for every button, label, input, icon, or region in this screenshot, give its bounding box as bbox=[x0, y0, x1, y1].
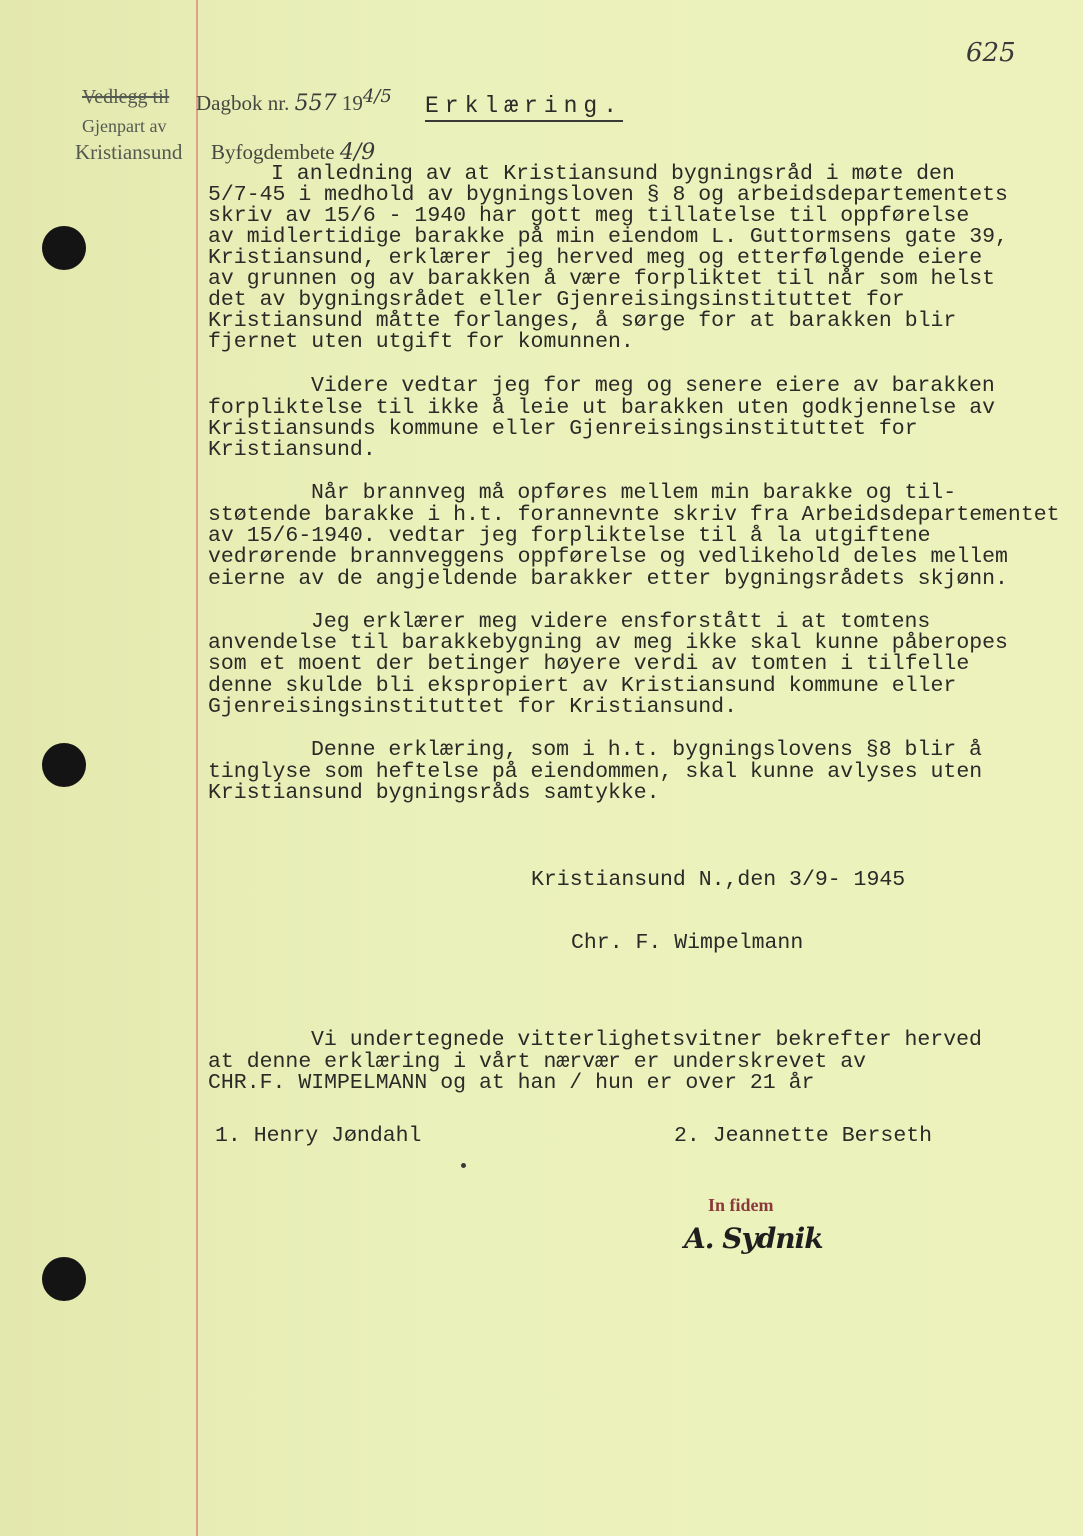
text-line: det av bygningsrådet eller Gjenreisingsinstituttet for bbox=[208, 288, 905, 312]
in-fidem-stamp: In fidem bbox=[708, 1195, 774, 1215]
stamp-kristiansund: Kristiansund bbox=[75, 140, 183, 164]
dagbok-year: 19 bbox=[341, 91, 363, 115]
text-line: Kristiansund. bbox=[208, 438, 376, 462]
text-line: støtende barakke i h.t. forannevnte skriv fra Arbeidsdepartementet bbox=[208, 503, 1060, 527]
stamp-vedlegg: Vedlegg til bbox=[82, 86, 170, 108]
text-line: som et moent der betinger høyere verdi av tomten i tilfelle bbox=[208, 652, 970, 676]
text-line: 5/7-45 i medhold av bygningsloven § 8 og arbeidsdepartementets bbox=[208, 183, 1008, 207]
text-line: av 15/6-1940. vedtar jeg forpliktelse til å la utgiftene bbox=[208, 524, 931, 548]
byfogdembete-handwritten: 4/9 bbox=[339, 140, 376, 165]
witness-line: Vi undertegnede vitterlighetsvitner bekrefter herved bbox=[311, 1028, 982, 1052]
punch-hole-icon bbox=[42, 1257, 86, 1301]
text-line: Denne erklæring, som i h.t. bygningslovens §8 blir å bbox=[311, 738, 982, 762]
witness-line: at denne erklæring i vårt nærvær er underskrevet av bbox=[208, 1050, 867, 1074]
text-line: anvendelse til barakkebygning av meg ikke skal kunne påberopes bbox=[208, 631, 1008, 655]
text-line: tinglyse som heftelse på eiendommen, skal kunne avlyses uten bbox=[208, 760, 983, 784]
text-line: Kristiansund, erklærer jeg herved meg og etterfølgende eiere bbox=[208, 246, 983, 270]
witness-line: CHR.F. WIMPELMANN og at han / hun er over 21 år bbox=[208, 1071, 815, 1095]
text-line: denne skulde bli ekspropiert av Kristiansund kommune eller bbox=[208, 674, 957, 698]
document-title: Erklæring. bbox=[425, 93, 623, 122]
punch-hole-icon bbox=[42, 226, 86, 270]
signer-name: Chr. F. Wimpelmann bbox=[571, 931, 804, 955]
text-line: I anledning av at Kristiansund bygningsråd i møte den bbox=[271, 162, 955, 186]
text-line: av grunnen og av barakken å være forpliktet til når som helst bbox=[208, 267, 996, 291]
punch-hole-icon bbox=[42, 743, 86, 787]
text-line: forpliktelse til ikke å leie ut barakken uten godkjennelse av bbox=[208, 396, 996, 420]
text-line: eierne av de angjeldende barakker etter bygningsrådets skjønn. bbox=[208, 567, 1008, 591]
page-number: 625 bbox=[966, 38, 1016, 68]
dagbok-handwritten-year: 4/5 bbox=[362, 86, 392, 107]
text-line: Videre vedtar jeg for meg og senere eiere av barakken bbox=[311, 374, 995, 398]
witness-2: 2. Jeannette Berseth bbox=[674, 1124, 933, 1148]
margin-line bbox=[196, 0, 198, 1536]
stamp-gjenpart: Gjenpart av bbox=[82, 116, 167, 136]
dagbok-prefix: Dagbok nr. bbox=[196, 91, 290, 115]
dagbok-number: 557 bbox=[294, 91, 337, 116]
text-line: skriv av 15/6 - 1940 har gott meg tillatelse til oppførelse bbox=[208, 204, 970, 228]
text-line: Når brannveg må opføres mellem min barakke og til- bbox=[311, 481, 957, 505]
byfogdembete-label: Byfogdembete bbox=[211, 140, 335, 164]
dagbok-line bbox=[196, 86, 392, 116]
text-line: Gjenreisingsinstituttet for Kristiansund. bbox=[208, 695, 737, 719]
signature: A. Sydnik bbox=[684, 1222, 823, 1255]
text-line: vedrørende brannveggens oppførelse og vedlikehold deles mellem bbox=[208, 545, 1008, 569]
text-line: Jeg erklærer meg videre ensforstått i at tomtens bbox=[311, 610, 931, 634]
text-line: Kristiansund bygningsråds samtykke. bbox=[208, 781, 660, 805]
text-line: av midlertidige barakke på min eiendom L. Guttormsens gate 39, bbox=[208, 225, 1008, 249]
ink-dot bbox=[461, 1163, 466, 1168]
place-date: Kristiansund N.,den 3/9- 1945 bbox=[531, 868, 906, 892]
text-line: Kristiansund måtte forlanges, å sørge for at barakken blir bbox=[208, 309, 957, 333]
witness-1: 1. Henry Jøndahl bbox=[215, 1124, 422, 1148]
text-line: Kristiansunds kommune eller Gjenreisingsinstituttet for bbox=[208, 417, 918, 441]
text-line: fjernet uten utgift for komunnen. bbox=[208, 330, 634, 354]
